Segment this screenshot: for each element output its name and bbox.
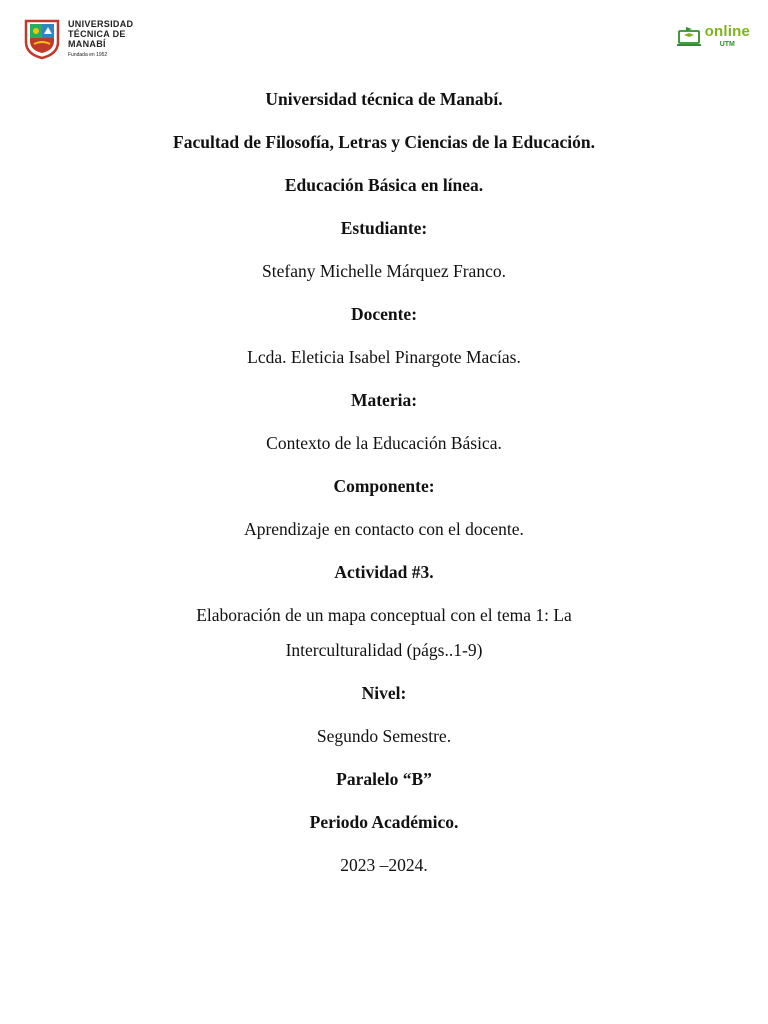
logo-line-1: UNIVERSIDAD: [68, 18, 134, 29]
logo-line-2: TÉCNICA DE: [68, 28, 126, 39]
university-seal-icon: [22, 18, 62, 60]
level-label: Nivel:: [361, 683, 407, 703]
utm-wordmark: [68, 19, 133, 60]
student-name: Stefany Michelle Márquez Franco.: [262, 261, 506, 281]
university-name: Universidad técnica de Manabí.: [265, 89, 503, 109]
cover-page-body: [60, 85, 708, 880]
program-name: Educación Básica en línea.: [284, 175, 484, 195]
utm-word: UTM: [719, 41, 735, 48]
logo-line-3: MANABÍ: [68, 38, 106, 49]
faculty-name: Facultad de Filosofía, Letras y Ciencias de la Educación.: [173, 132, 595, 152]
period-label: Periodo Académico.: [309, 812, 459, 832]
utm-logo: [22, 18, 133, 60]
activity-description-line-2: Interculturalidad (págs..1-9): [285, 640, 483, 660]
component-label: Componente:: [333, 476, 435, 496]
student-label: Estudiante:: [340, 218, 428, 238]
period-value: 2023 –2024.: [340, 855, 428, 875]
subject-name: Contexto de la Educación Básica.: [266, 433, 502, 453]
online-word: online: [704, 23, 750, 40]
document-header: [0, 0, 768, 80]
laptop-book-icon: [676, 26, 702, 48]
activity-label: Actividad #3.: [334, 562, 434, 582]
online-utm-logo: [676, 23, 750, 51]
online-wordmark: [704, 23, 750, 51]
component-name: Aprendizaje en contacto con el docente.: [244, 519, 524, 539]
level-value: Segundo Semestre.: [316, 726, 452, 746]
subject-label: Materia:: [350, 390, 418, 410]
parallel-label: Paralelo “B”: [336, 769, 432, 789]
teacher-name: Lcda. Eleticia Isabel Pinargote Macías.: [247, 347, 521, 367]
activity-description-line-1: Elaboración de un mapa conceptual con el tema 1: La: [196, 605, 572, 625]
teacher-label: Docente:: [350, 304, 418, 324]
logo-founded: Fundada en 1952: [68, 51, 108, 58]
